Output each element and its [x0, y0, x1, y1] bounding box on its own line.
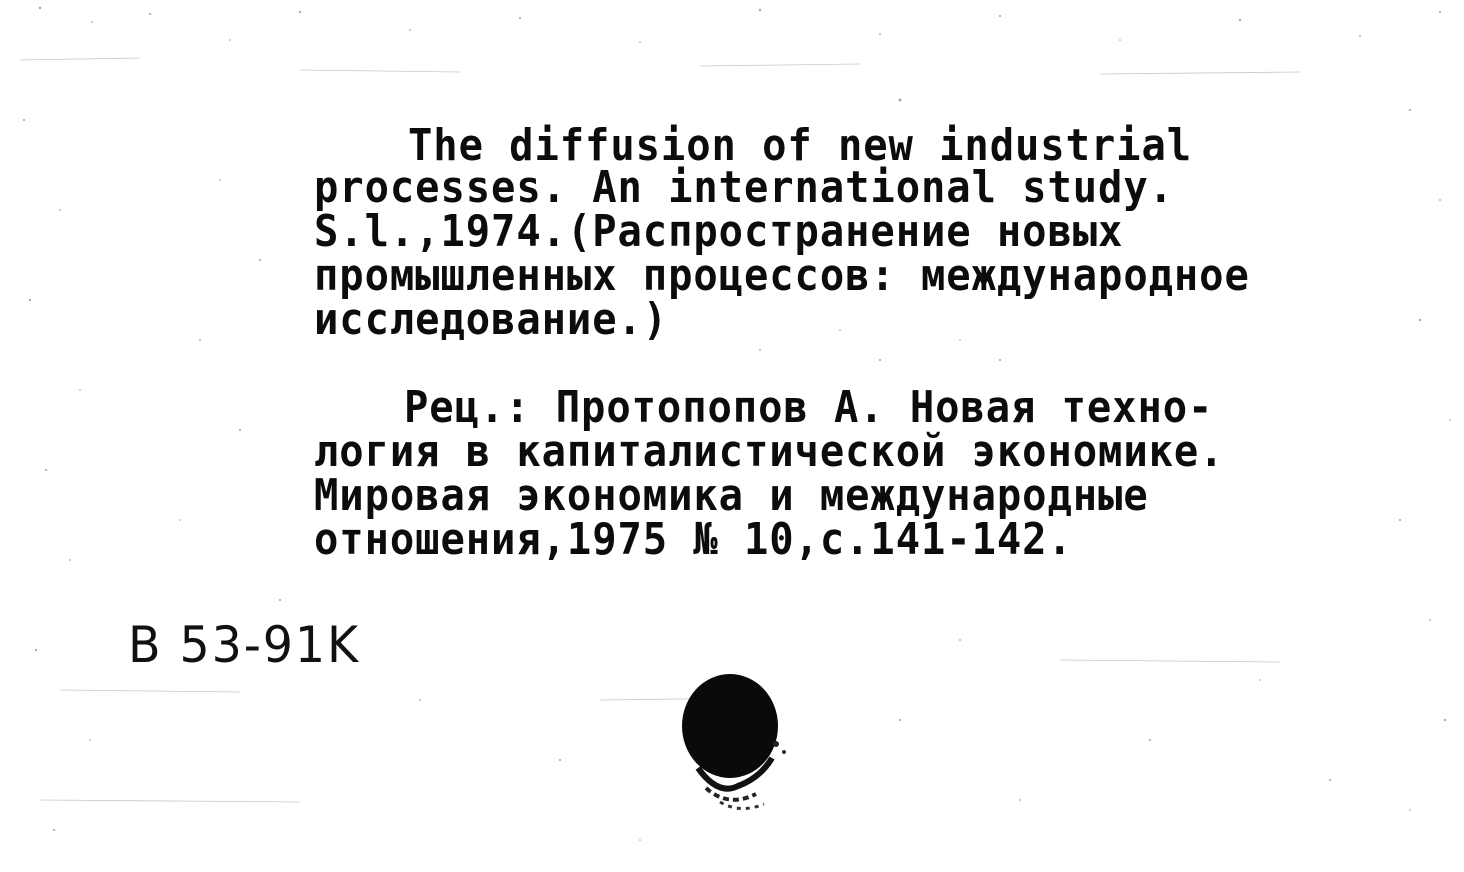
citation-line: исследование.): [314, 294, 669, 345]
review-line: отношения,1975 № 10,с.141-142.: [314, 514, 1073, 565]
citation-line: processes. An international study.: [314, 162, 1174, 213]
citation-line: The diffusion of new industrial: [408, 120, 1193, 171]
review-line: Рец.: Протопопов А. Новая техно-: [404, 382, 1214, 433]
punch-hole-icon: [668, 668, 808, 828]
review-line: логия в капиталистической экономике.: [314, 426, 1225, 477]
shelf-mark: B 53-91K: [128, 616, 361, 674]
citation-line: промышленных процессов: международное: [314, 250, 1250, 301]
citation-line: S.l.,1974.(Распространение новых: [314, 206, 1124, 257]
review-line: Мировая экономика и международные: [314, 470, 1149, 521]
